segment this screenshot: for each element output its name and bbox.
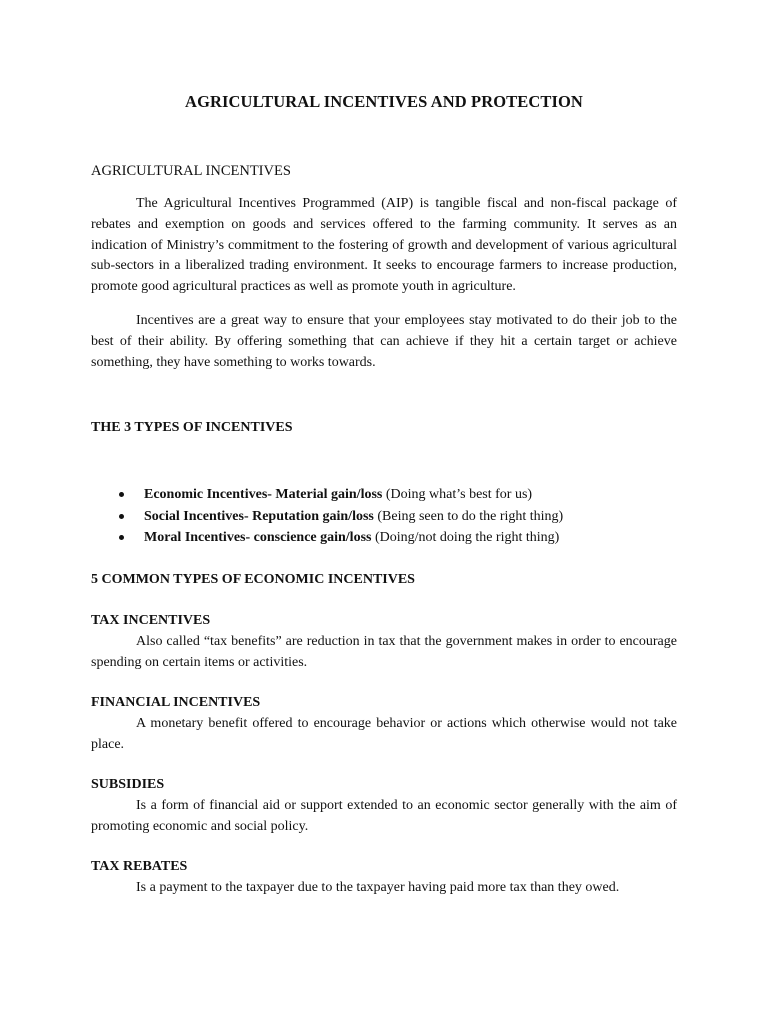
list-item-bold: Economic Incentives- Material gain/loss [144,487,383,502]
list-item-bold: Moral Incentives- conscience gain/loss [144,530,372,545]
entry-text-tax-incentives: Also called “tax benefits” are reduction in tax that the government makes in order to encourage spending on certain items or activities. [91,634,677,670]
entry-text-subsidies: Is a form of financial aid or support extended to an economic sector generally with the aim of promoting economic and social policy. [91,798,677,834]
entry-heading-tax-incentives: TAX INCENTIVES [91,613,211,628]
page-title: AGRICULTURAL INCENTIVES AND PROTECTION [185,92,583,111]
incentive-types-list [91,487,691,552]
section-heading-economic: 5 COMMON TYPES OF ECONOMIC INCENTIVES [91,572,415,587]
list-item-rest: (Being seen to do the right thing) [373,508,564,524]
list-item [91,530,691,552]
list-item-rest: (Doing what’s best for us) [382,487,533,502]
section-heading-agricultural-incentives: AGRICULTURAL INCENTIVES [91,163,291,179]
bullet-icon [119,514,124,519]
entry-heading-financial-incentives: FINANCIAL INCENTIVES [91,695,261,710]
bullet-icon [119,535,124,540]
entry-heading-tax-rebates: TAX REBATES [91,859,188,874]
entry-text-financial-incentives: A monetary benefit offered to encourage behavior or actions which otherwise would not take place. [91,716,677,752]
list-item-rest: (Doing/not doing the right thing) [371,530,560,545]
entry-heading-subsidies: SUBSIDIES [91,777,165,792]
section-heading-types: THE 3 TYPES OF INCENTIVES [91,420,293,435]
paragraph-incentives: Incentives are a great way to ensure that your employees stay motivated to do their job to the best of their ability. By offering something that can achieve if they hit a certain target or achieve something, they have something to works towards. [91,313,677,370]
list-item [91,509,691,531]
entry-text-tax-rebates: Is a payment to the taxpayer due to the taxpayer having paid more tax than they owed. [136,880,620,895]
paragraph-aip: The Agricultural Incentives Programmed (AIP) is tangible fiscal and non-fiscal package of rebates and exemption on goods and services offered to the farming community. It serves as an indication of Ministry’s commitment to the fostering of growth and development of various agricultural sub-sectors in a liberalized trading environment. It seeks to encourage farmers to increase production, promote good agricultural practices as well as promote youth in agriculture. [91,196,677,295]
list-item-bold: Social Incentives- Reputation gain/loss [144,508,374,524]
bullet-icon [119,492,124,497]
list-item [91,487,691,509]
